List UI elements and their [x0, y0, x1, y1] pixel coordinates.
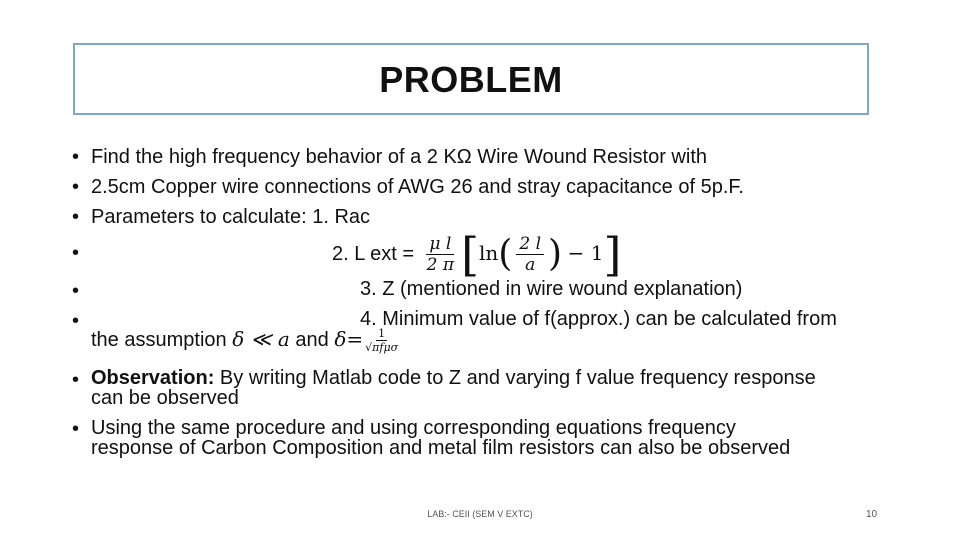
right-paren: ) [548, 233, 563, 275]
left-bracket: [ [461, 227, 480, 282]
last-line-2: response of Carbon Composition and metal film resistors can also be observed [91, 437, 791, 459]
bullet-text-1: Find the high frequency behavior of a 2 KΩ Wire Wound Resistor with [91, 146, 707, 168]
page-title: PROBLEM [379, 59, 563, 100]
bullet-text-6a: 4. Minimum value of f(approx.) can be calculated from [360, 308, 837, 330]
bullet-icon: • [72, 418, 80, 440]
bullet-icon: • [72, 242, 80, 264]
bullet-icon: • [72, 280, 80, 302]
delta-equals: δ= [334, 327, 364, 351]
lext-label: 2. L ext = [332, 243, 415, 265]
ln-operator: ln [479, 241, 499, 265]
inner-denominator: a [525, 255, 536, 276]
last-line-1: Using the same procedure and using corresponding equations frequency [91, 417, 736, 439]
title-box [73, 43, 869, 115]
left-paren: ( [498, 233, 513, 275]
bullet-icon: • [72, 146, 80, 168]
lext-formula [332, 226, 621, 281]
minus-one: − 1 [567, 241, 604, 265]
delta-condition: δ ≪ a [232, 327, 290, 351]
bullet-icon: • [72, 206, 80, 228]
bullet-icon: • [72, 310, 80, 332]
fraction-denominator: 2 π [426, 255, 455, 276]
right-bracket: ] [603, 227, 622, 282]
bullet-text-3: Parameters to calculate: 1. Rac [91, 206, 371, 228]
skin-depth-denominator: √πfμσ [365, 341, 399, 355]
bullet-icon: • [72, 176, 80, 198]
fraction-numerator: μ l [426, 234, 454, 255]
inner-fraction [516, 234, 544, 275]
assumption-line [91, 324, 400, 355]
observation-label: Observation: [91, 367, 215, 389]
observation-text-1: By writing Matlab code to Z and varying f value frequency response [214, 367, 816, 389]
observation-line-2: can be observed [91, 387, 239, 409]
observation-line-1 [91, 367, 816, 389]
footer-label: LAB:- CEII (SEM V EXTC) [427, 509, 533, 519]
bullet-text-5: 3. Z (mentioned in wire wound explanation) [360, 278, 743, 300]
inner-numerator: 2 l [516, 234, 544, 255]
skin-depth-fraction [363, 327, 400, 354]
skin-depth-numerator: 1 [378, 327, 386, 341]
and-word: and [295, 329, 329, 351]
assumption-prefix: the assumption [91, 329, 227, 351]
bullet-icon: • [72, 369, 80, 391]
mu-l-fraction [424, 234, 457, 275]
bullet-text-2: 2.5cm Copper wire connections of AWG 26 and stray capacitance of 5p.F. [91, 176, 744, 198]
page-number: 10 [866, 509, 878, 520]
